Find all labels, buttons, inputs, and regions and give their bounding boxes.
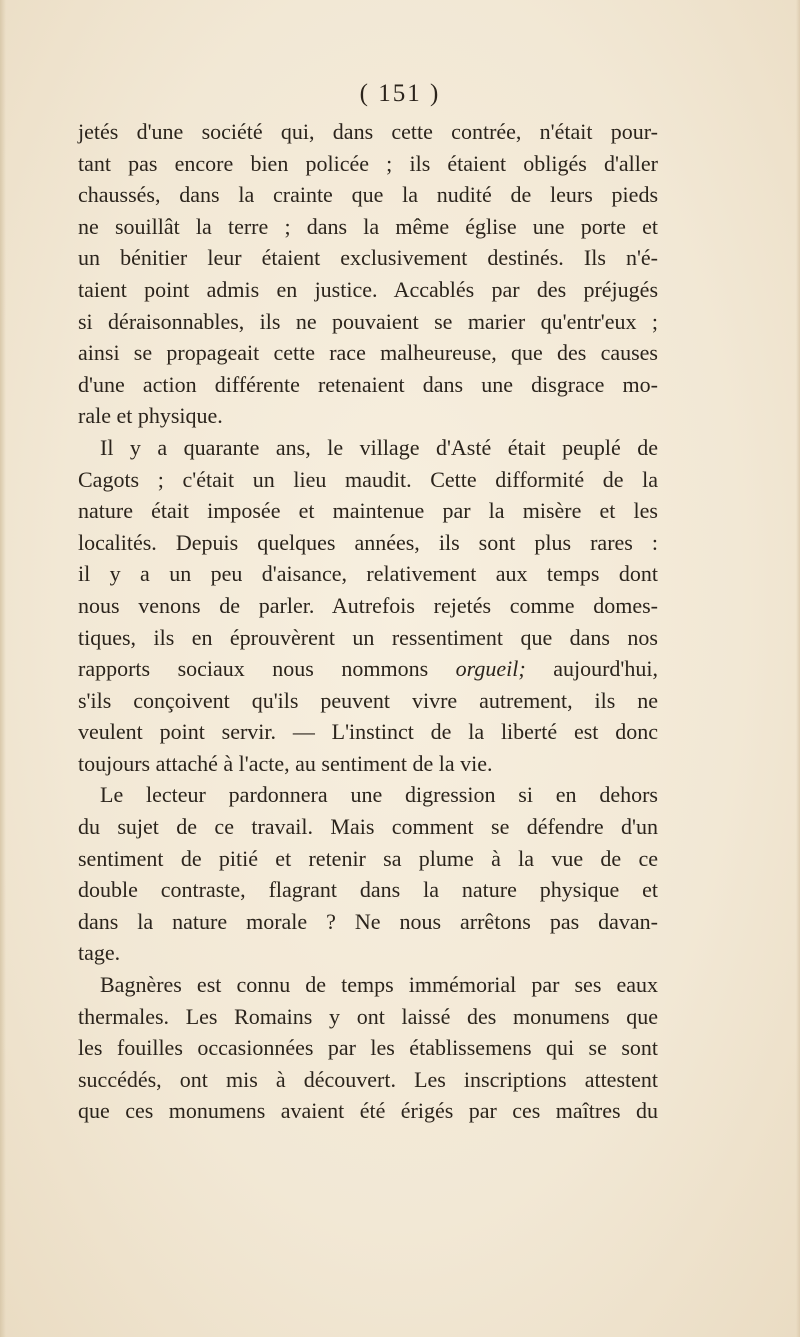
text-line: veulent point servir. — L'instinct de la liberté est donc — [78, 719, 658, 745]
page-edge-right — [796, 0, 800, 1337]
text-line: nature était imposée et maintenue par la misère et les — [78, 498, 658, 524]
page-number: ( 151 ) — [359, 80, 441, 107]
text-line: d'une action différente retenaient dans une disgrace mo- — [78, 371, 658, 397]
text-line — [78, 653, 658, 685]
body-text — [78, 116, 658, 1127]
text-line: localités. Depuis quelques années, ils sont plus rares : — [78, 529, 658, 555]
text-line: Le lecteur pardonnera une digression si en dehors — [100, 782, 658, 808]
text-line: sentiment de pitié et retenir sa plume à la vue de ce — [78, 845, 658, 871]
text-line: ne souillât la terre ; dans la même église une porte et — [78, 213, 658, 239]
text-line: succédés, ont mis à découvert. Les inscriptions attestent — [78, 1066, 658, 1092]
text-line: toujours attaché à l'acte, au sentiment de la vie. — [78, 750, 493, 776]
text-line: tant pas encore bien policée ; ils étaient obligés d'aller — [78, 150, 658, 176]
text-line: nous venons de parler. Autrefois rejetés comme domes- — [78, 592, 658, 618]
text-line: ainsi se propageait cette race malheureuse, que des causes — [78, 340, 658, 366]
text-line: dans la nature morale ? Ne nous arrêtons pas davan- — [78, 908, 658, 934]
text-line: chaussés, dans la crainte que la nudité de leurs pieds — [78, 182, 658, 208]
text-line: jetés d'une société qui, dans cette contrée, n'était pour- — [78, 119, 658, 144]
text-line: tage. — [78, 940, 121, 966]
text-line: si déraisonnables, ils ne pouvaient se marier qu'entr'eux ; — [78, 308, 658, 334]
text-segment: aujourd'hui, — [525, 656, 658, 682]
text-line: il y a un peu d'aisance, relativement aux temps dont — [78, 561, 658, 587]
text-line: s'ils conçoivent qu'ils peuvent vivre autrement, ils ne — [78, 687, 658, 713]
text-line: taient point admis en justice. Accablés par des préjugés — [78, 276, 658, 302]
text-line: Bagnères est connu de temps immémorial par ses eaux — [100, 972, 658, 998]
text-line: un bénitier leur étaient exclusivement destinés. Ils n'é- — [78, 245, 658, 271]
text-line: tiques, ils en éprouvèrent un ressentiment que dans nos — [78, 624, 658, 650]
text-line: les fouilles occasionnées par les établissemens qui se sont — [78, 1035, 658, 1061]
text-line: Cagots ; c'était un lieu maudit. Cette difformité de la — [78, 466, 658, 492]
text-line: rale et physique. — [78, 403, 223, 429]
text-line: thermales. Les Romains y ont laissé des monumens que — [78, 1003, 658, 1029]
italic-word: orgueil; — [455, 656, 526, 682]
text-segment: rapports sociaux nous nommons — [78, 656, 456, 682]
page-edge-left — [0, 0, 6, 1337]
text-line: que ces monumens avaient été érigés par ces maîtres du — [78, 1098, 658, 1124]
text-line: double contraste, flagrant dans la nature physique et — [78, 877, 658, 903]
text-line: Il y a quarante ans, le village d'Asté était peuplé de — [100, 434, 658, 460]
text-line: du sujet de ce travail. Mais comment se défendre d'un — [78, 814, 658, 840]
